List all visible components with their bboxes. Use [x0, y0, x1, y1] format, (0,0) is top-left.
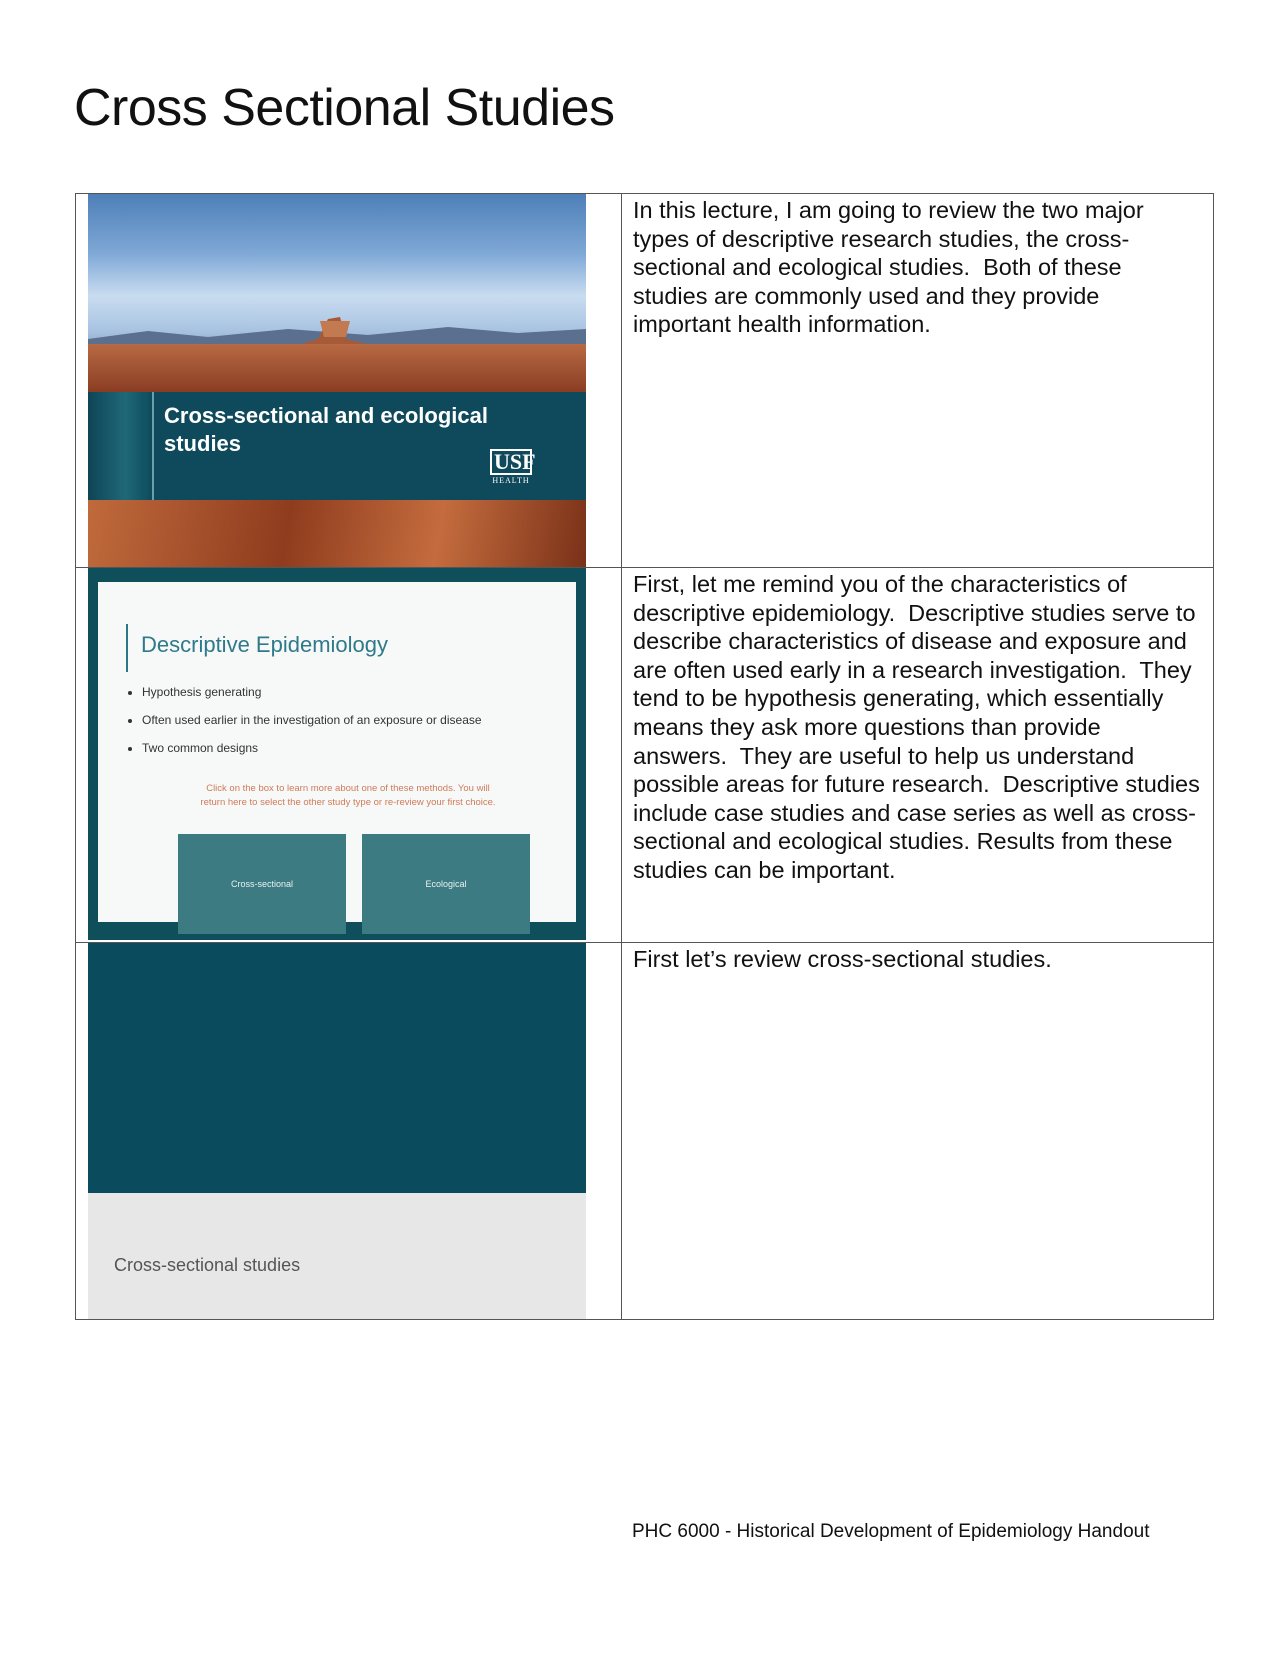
notes-text: In this lecture, I am going to review the two major types of descriptive research studies, the cross-sectional and ecological studies. Both of these studies are commonly used and they provide important health information.: [633, 197, 1151, 338]
notes-cell: [622, 194, 1214, 568]
handout-table: [75, 193, 1214, 1320]
slide-title: Descriptive Epidemiology: [141, 632, 388, 657]
ecological-button[interactable]: [362, 834, 530, 934]
button-label: Cross-sectional: [230, 879, 294, 889]
table-row: [76, 568, 1214, 943]
notes-cell: [622, 568, 1214, 943]
rock-formations-image: [88, 344, 586, 392]
slide-cell: [76, 943, 622, 1320]
band-divider: [152, 392, 154, 500]
bullet-list: [126, 684, 582, 768]
band-accent: [88, 392, 150, 500]
logo-subtext: HEALTH: [492, 476, 530, 485]
instruction-text: Click on the box to learn more about one of these methods. You will return here to select the other study type or re-review your first choice.: [200, 783, 496, 808]
usf-health-logo: [490, 449, 536, 489]
logo-text: USF: [490, 449, 532, 475]
slide-cell: [76, 568, 622, 943]
bullet-item: • Hypothesis generating: [142, 684, 582, 712]
slide-thumbnail-section: [88, 943, 586, 1319]
table-row: [76, 943, 1214, 1320]
bullet-item: • Two common designs: [142, 740, 582, 768]
title-accent-bar: [126, 624, 128, 672]
slide-title: Cross-sectional and ecological studies: [164, 403, 488, 456]
slide-thumbnail-title: [88, 194, 586, 567]
page-footer: PHC 6000 - Historical Development of Epidemiology Handout: [632, 1521, 1150, 1542]
table-row: [76, 194, 1214, 568]
notes-cell: [622, 943, 1214, 1320]
notes-text: First let’s review cross-sectional studies.: [633, 946, 1052, 972]
canyon-rocks-image: [88, 500, 586, 567]
slide-thumbnail-descriptive: [88, 568, 586, 940]
slide-panel: [98, 582, 576, 922]
notes-text: First, let me remind you of the characteristics of descriptive epidemiology. Descriptive studies serve to describe characteristics of disease and exposure and are often used early in a research investigation. They tend to be hypothesis generating, which essentially means they ask more questions than provide answers. They are useful to help us understand possible areas for future research. Descriptive studies include case studies and case series as well as cross-sectional and ecological studies. Results from these studies can be important.: [633, 571, 1207, 883]
button-label: Ecological: [425, 879, 467, 889]
section-title: Cross-sectional studies: [114, 1255, 301, 1275]
page-title: Cross Sectional Studies: [74, 79, 615, 137]
bullet-item: • Often used earlier in the investigation of an exposure or disease: [142, 712, 582, 740]
slide-cell: [76, 194, 622, 568]
cross-sectional-button[interactable]: [178, 834, 346, 934]
